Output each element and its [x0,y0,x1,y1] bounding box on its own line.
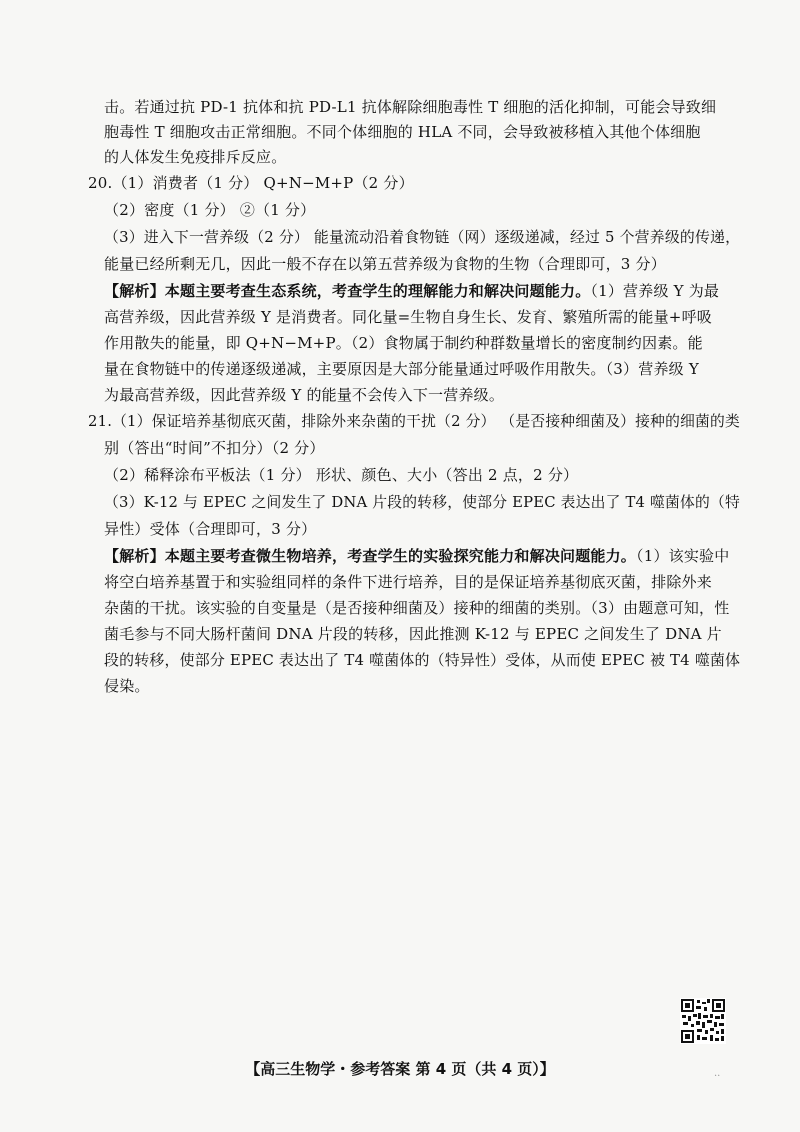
text-line: 别（答出“时间”不扣分）（2 分） [104,439,325,457]
text-line: （3）进入下一营养级（2 分） 能量流动沿着食物链（网）逐级递减，经过 5 个营养级的传递， [104,228,741,246]
text-line: （2）密度（1 分） ②（1 分） [104,201,316,219]
page-footer: 【高三生物学・参考答案 第 4 页（共 4 页）】 [245,1060,555,1078]
text-line: 击。若通过抗 PD-1 抗体和抗 PD-L1 抗体解除细胞毒性 T 细胞的活化抑制，可能会导致细 [104,98,717,116]
text-line: 杂菌的干扰。该实验的自变量是（是否接种细菌及）接种的细菌的类别。（3）由题意可知，性 [104,599,730,617]
text-line: （3）K-12 与 EPEC 之间发生了 DNA 片段的转移，使部分 EPEC 表达出了 T4 噬菌体的（特 [104,493,740,511]
analysis-text: （1）营养级 Y 为最 [590,282,720,300]
analysis-heading: 【解析】本题主要考查微生物培养，考查学生的实验探究能力和解决问题能力。 [104,547,637,565]
corner-mark: .. [714,1068,721,1079]
analysis-heading: 【解析】本题主要考查生态系统，考查学生的理解能力和解决问题能力。 [104,282,591,300]
text-line: 将空白培养基置于和实验组同样的条件下进行培养，目的是保证培养基彻底灭菌，排除外来 [104,573,713,591]
text-line: 为最高营养级，因此营养级 Y 的能量不会传入下一营养级。 [104,386,505,404]
analysis-line [104,280,719,302]
question-21-line: 21.（1）保证培养基彻底灭菌，排除外来杂菌的干扰（2 分） （是否接种细菌及）接种的细菌的类 [88,412,740,430]
text-line: 段的转移，使部分 EPEC 表达出了 T4 噬菌体的（特异性）受体，从而使 EPEC 被 T4 噬菌体 [104,651,741,669]
text-line: 作用散失的能量，即 Q+N−M+P。（2）食物属于制约种群数量增长的密度制约因素。能 [104,334,703,352]
text-line: 能量已经所剩无几，因此一般不存在以第五营养级为食物的生物（合理即可，3 分） [104,255,666,273]
question-20-line: 20.（1）消费者（1 分） Q+N−M+P（2 分） [88,174,414,192]
text-line: 量在食物链中的传递逐级递减，主要原因是大部分能量通过呼吸作用散失。（3）营养级 Y [104,360,699,378]
text-line: 异性）受体（合理即可，3 分） [104,520,317,538]
analysis-text: （1）该实验中 [636,547,730,565]
text-line: 的人体发生免疫排斥反应。 [104,148,287,166]
text-line: （2）稀释涂布平板法（1 分） 形状、颜色、大小（答出 2 点，2 分） [104,466,579,484]
text-line: 菌毛参与不同大肠杆菌间 DNA 片段的转移，因此推测 K-12 与 EPEC 之间发生了 DNA 片 [104,625,722,643]
text-line: 高营养级，因此营养级 Y 是消费者。同化量=生物自身生长、发育、繁殖所需的能量+呼吸 [104,308,712,326]
text-line: 侵染。 [104,677,150,695]
text-line: 胞毒性 T 细胞攻击正常细胞。不同个体细胞的 HLA 不同，会导致被移植入其他个体细胞 [104,123,701,141]
qr-code-icon [680,998,726,1044]
analysis-line [104,545,729,567]
